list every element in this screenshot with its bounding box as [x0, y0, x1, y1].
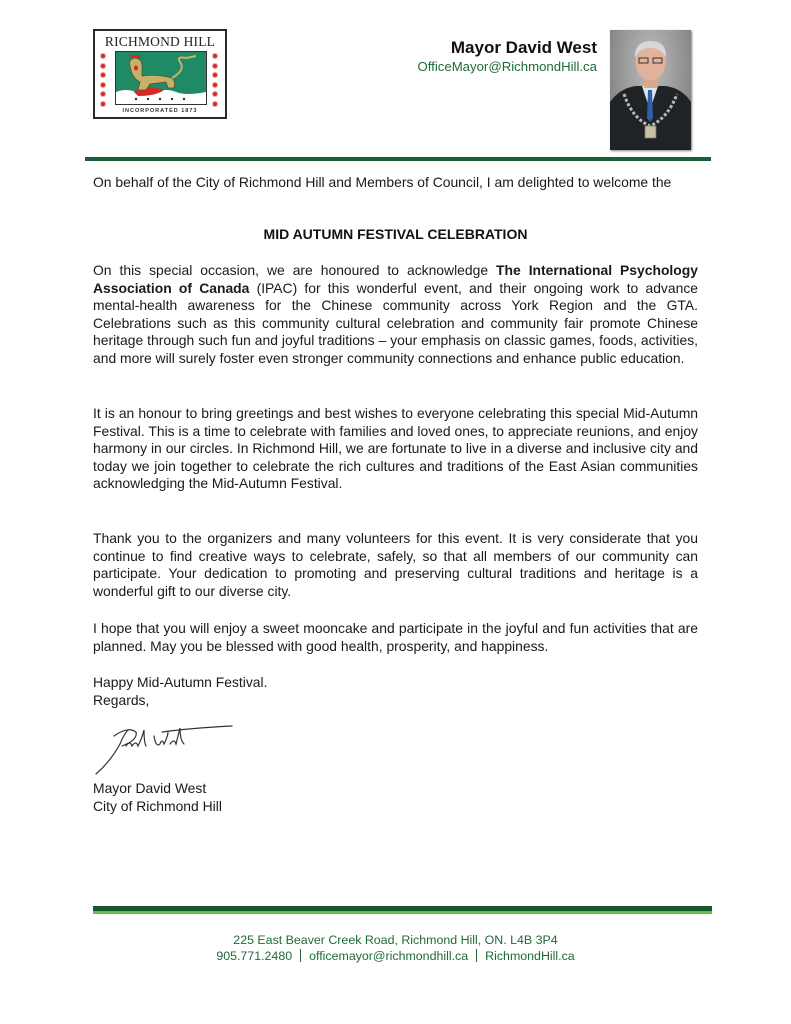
signature-icon	[92, 722, 242, 778]
paragraph-wishes: I hope that you will enjoy a sweet mooncake and participate in the joyful and fun activities that are planned. May you be blessed with good health, prosperity, and happiness.	[93, 620, 698, 654]
organization-name: The International Psychology Association of Canada	[93, 262, 698, 296]
footer-contact	[0, 949, 791, 963]
richmond-hill-logo	[93, 29, 227, 119]
signoff	[93, 780, 222, 815]
signoff-organization: City of Richmond Hill	[93, 797, 222, 814]
logo-title: RICHMOND HILL	[104, 34, 216, 49]
footer-website-link[interactable]: RichmondHill.ca	[485, 949, 575, 963]
signoff-name: Mayor David West	[93, 780, 207, 796]
p1-text-start: On this special occasion, we are honoured to acknowledge	[93, 262, 497, 278]
rose-column-left-icon	[100, 53, 108, 107]
p1-text-rest: (IPAC) for this wonderful event, and their ongoing work to advance mental-health awareness for the Chinese community across York Region and the GTA. Celebrations such as this community cultural celebration and community fair promote Chinese heritage through such fun and joyful traditions – your emphasis on classic games, foods, activities, and more will surely foster even stronger community connections and enhance public education.	[93, 279, 698, 366]
closing-greeting: Happy Mid-Autumn Festival.	[93, 674, 268, 690]
footer-separator	[476, 949, 477, 962]
paragraph-greetings: It is an honour to bring greetings and best wishes to everyone celebrating this special Mid-Autumn Festival. This is a time to celebrate with families and loved ones, to appreciate reunions, and enjoy harmony in our circles. In Richmond Hill, we are fortunate to live in a diverse and inclusive city and today we join together to celebrate the rich cultures and traditions of the East Asian communities acknowledging the Mid-Autumn Festival.	[93, 405, 698, 492]
footer-divider-light	[93, 911, 712, 914]
footer-email-link[interactable]: officemayor@richmondhill.ca	[309, 949, 469, 963]
lion-crest-icon	[115, 51, 207, 105]
closing	[93, 674, 267, 709]
mayor-name-heading: Mayor David West	[450, 38, 597, 57]
event-title: MID AUTUMN FESTIVAL CELEBRATION	[263, 226, 528, 242]
mayor-email-link[interactable]: OfficeMayor@RichmondHill.ca	[417, 59, 597, 74]
mayor-photo	[610, 30, 691, 150]
paragraph-acknowledgement	[93, 262, 698, 368]
intro-paragraph: On behalf of the City of Richmond Hill and Members of Council, I am delighted to welcome the	[93, 174, 672, 190]
rose-column-right-icon	[212, 53, 220, 107]
footer-separator	[300, 949, 301, 962]
footer-address: 225 East Beaver Creek Road, Richmond Hill, ON. L4B 3P4	[233, 933, 558, 947]
footer-phone[interactable]: 905.771.2480	[216, 949, 293, 963]
mayor-portrait-icon	[610, 30, 691, 150]
logo-incorporated-text: INCORPORATED 1873	[122, 108, 198, 114]
paragraph-thanks: Thank you to the organizers and many volunteers for this event. It is very considerate that you continue to find creative ways to celebrate, safely, so that all members of our community can participate. Your dedication to promoting and preserving cultural traditions and heritage is a wonderful gift to our diverse city.	[93, 530, 698, 599]
closing-regards: Regards,	[93, 691, 150, 708]
header-divider	[85, 157, 711, 161]
